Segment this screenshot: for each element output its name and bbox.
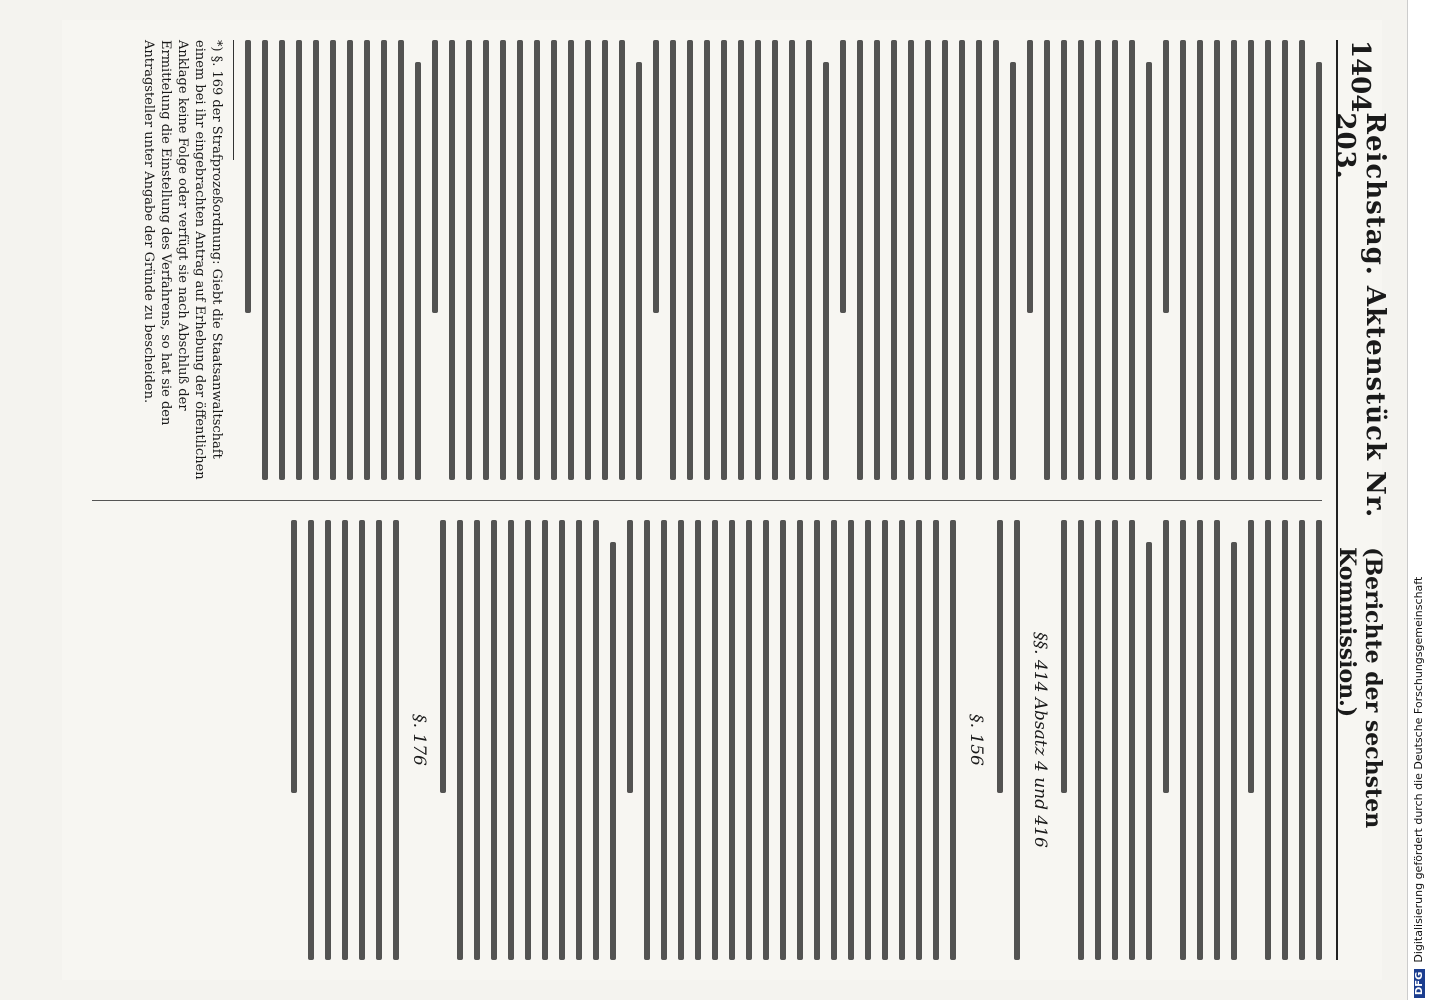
section-heading: §§. 414 Absatz 4 und 416	[1030, 632, 1050, 848]
attribution-sidebar	[1407, 0, 1434, 1000]
page-header	[1330, 40, 1390, 960]
left-column	[72, 40, 1322, 480]
page-subtitle: (Berichte der sechsten Kommission.)	[1334, 547, 1386, 829]
dfg-logo: DFG	[1414, 969, 1425, 998]
right-column	[72, 520, 1322, 960]
column-divider	[92, 500, 1322, 501]
section-heading: §. 176	[409, 714, 429, 766]
footnote: *) §. 169 der Strafprozeßordnung: Giebt die Staatsanwaltschaft einem bei ihr eingebrachten Antrag auf Erhebung der öffentlichen Anklage keine Folge oder verfügt sie nach Abschluß der Ermittelung die Einstellung des Verfahrens, so hat sie den Antragsteller unter Angabe der Gründe zu bescheiden.	[141, 40, 224, 480]
funding-credit: Digitalisierung gefördert durch die Deutsche Forschungsgemeinschaft	[1412, 576, 1425, 963]
page-title: Reichstag. Aktenstück Nr. 203.	[1330, 112, 1390, 519]
section-heading: §. 156	[966, 714, 986, 766]
rotated-page	[62, 20, 1390, 980]
page-number: 1404	[1345, 40, 1375, 113]
